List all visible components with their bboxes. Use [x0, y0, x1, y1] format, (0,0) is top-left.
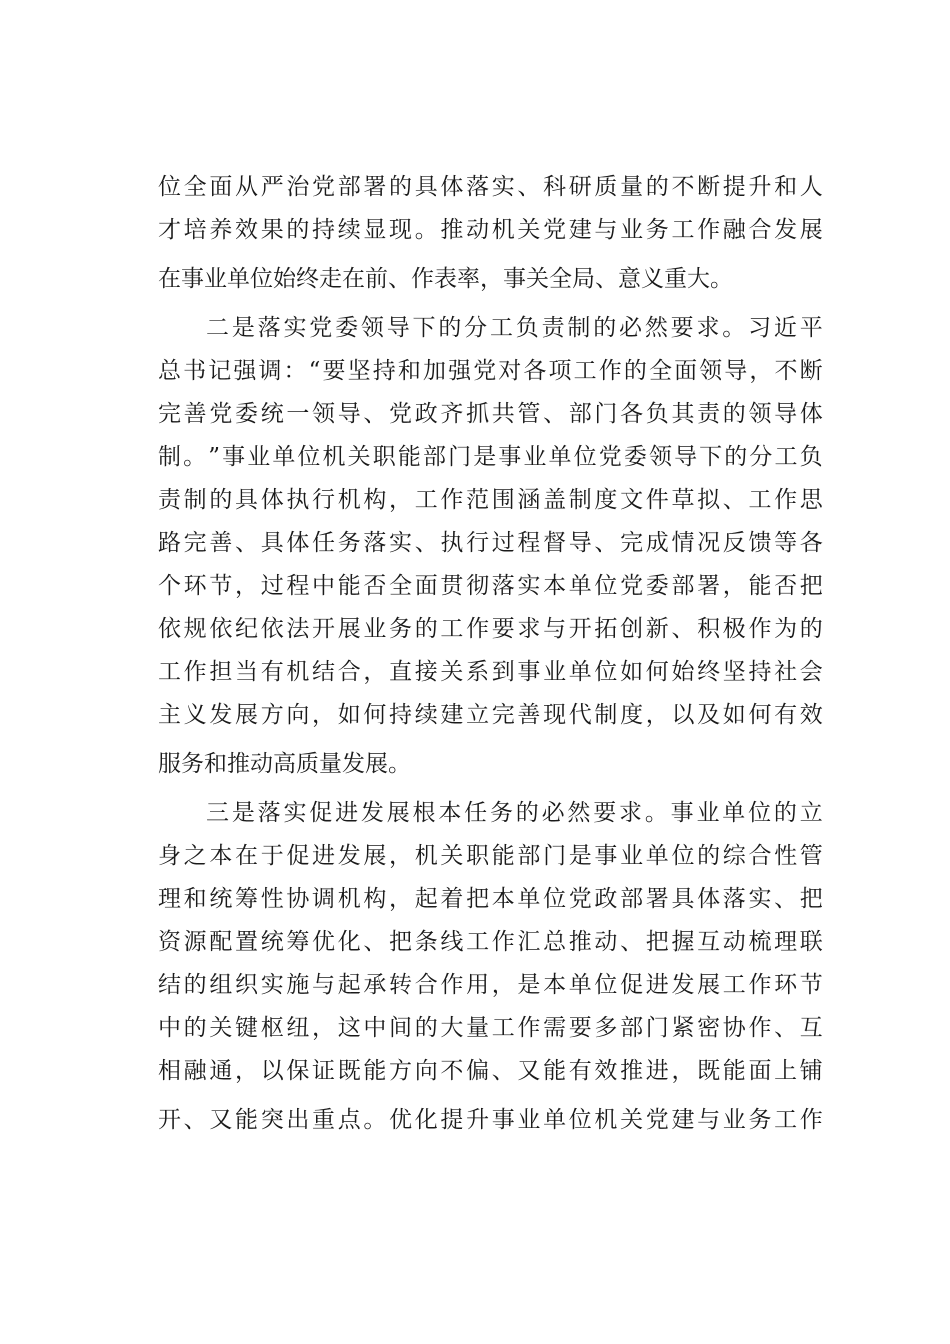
text-line: 主 义 发 展 方 向 ， 如 何 持 续 建 立 完 善 现 代 制 度 ， 以 及 如 何 有 效	[158, 702, 823, 728]
text-line: 个 环 节 ， 过 程 中 能 否 全 面 贯 彻 落 实 本 单 位 党 委 部 署 ， 能 否 把	[158, 573, 823, 599]
text-line: 结 的 组 织 实 施 与 起 承 转 合 作 用 ， 是 本 单 位 促 进 发 展 工 作 环 节	[158, 972, 823, 998]
text-line: 在 事 业 单 位 始 终 走 在 前 、 作 表 率 ， 事 关 全 局 、 意 义 重 大 。	[158, 266, 733, 292]
text-line: 资 源 配 置 统 筹 优 化 、 把 条 线 工 作 汇 总 推 动 、 把 握 互 动 梳 理 联	[158, 929, 823, 955]
text-line: 依 规 依 纪 依 法 开 展 业 务 的 工 作 要 求 与 开 拓 创 新 、 积 极 作 为 的	[158, 616, 823, 642]
text-line: 位 全 面 从 严 治 党 部 署 的 具 体 落 实 、 科 研 质 量 的 不 断 提 升 和 人	[158, 174, 823, 200]
text-line: 总 书 记 强 调 ： “ 要 坚 持 和 加 强 党 对 各 项 工 作 的 全 面 领 导 ， 不 断	[158, 358, 823, 384]
text-line: 相 融 通 ， 以 保 证 既 能 方 向 不 偏 、 又 能 有 效 推 进 ， 既 能 面 上 铺	[158, 1058, 823, 1084]
text-line: 工 作 担 当 有 机 结 合 ， 直 接 关 系 到 事 业 单 位 如 何 始 终 坚 持 社 会	[158, 659, 823, 685]
text-line: 责 制 的 具 体 执 行 机 构 ， 工 作 范 围 涵 盖 制 度 文 件 草 拟 、 工 作 思	[158, 487, 823, 513]
text-line: 中 的 关 键 枢 纽 ， 这 中 间 的 大 量 工 作 需 要 多 部 门 紧 密 协 作 、 互	[158, 1015, 823, 1041]
text-line: 完 善 党 委 统 一 领 导 、 党 政 齐 抓 共 管 、 部 门 各 负 其 责 的 领 导 体	[158, 401, 823, 427]
text-line: 制 。 ” 事 业 单 位 机 关 职 能 部 门 是 事 业 单 位 党 委 领 导 下 的 分 工 负	[158, 444, 823, 470]
document-body	[158, 166, 823, 1142]
text-line: 才 培 养 效 果 的 持 续 显 现 。 推 动 机 关 党 建 与 业 务 工 作 融 合 发 展	[158, 217, 823, 243]
text-line: 服 务 和 推 动 高 质 量 发 展 。	[158, 751, 411, 777]
text-line: 路 完 善 、 具 体 任 务 落 实 、 执 行 过 程 督 导 、 完 成 情 况 反 馈 等 各	[158, 530, 823, 556]
text-line: 开 、 又 能 突 出 重 点 。 优 化 提 升 事 业 单 位 机 关 党 建 与 业 务 工 作	[158, 1107, 823, 1133]
paragraph-first-line: 二 是 落 实 党 委 领 导 下 的 分 工 负 责 制 的 必 然 要 求 。 习 近 平	[206, 315, 823, 341]
text-line: 理 和 统 筹 性 协 调 机 构 ， 起 着 把 本 单 位 党 政 部 署 具 体 落 实 、 把	[158, 886, 823, 912]
paragraph-first-line: 三 是 落 实 促 进 发 展 根 本 任 务 的 必 然 要 求 。 事 业 单 位 的 立	[206, 800, 823, 826]
text-line: 身 之 本 在 于 促 进 发 展 ， 机 关 职 能 部 门 是 事 业 单 位 的 综 合 性 管	[158, 843, 823, 869]
